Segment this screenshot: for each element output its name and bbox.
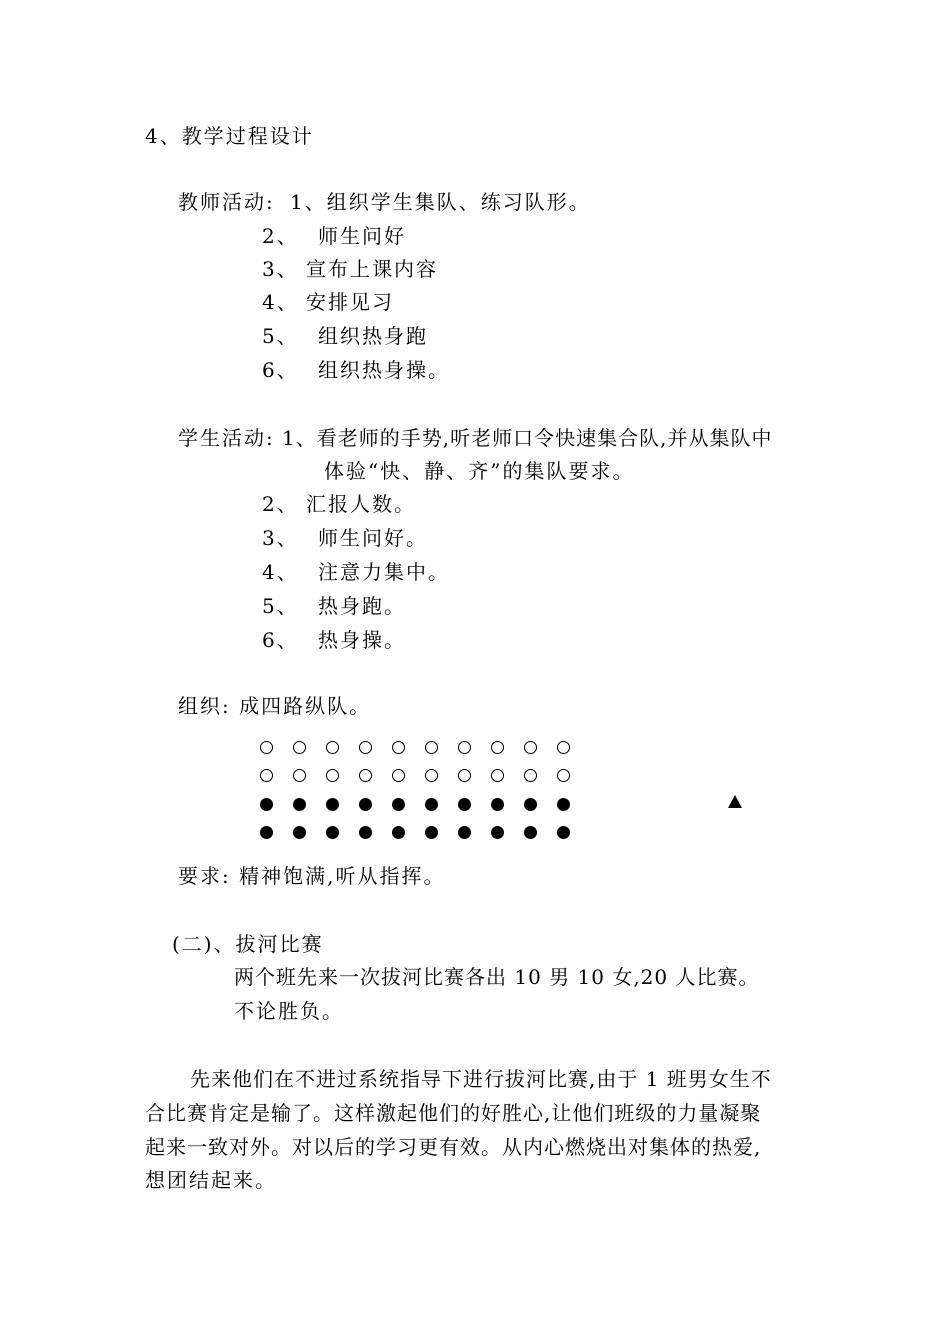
hollow-circle-icon [491, 741, 504, 754]
filled-circle-icon [359, 798, 372, 811]
paragraph-line-2: 合比赛肯定是输了。这样激起他们的好胜心,让他们班级的力量凝聚 [145, 1101, 762, 1125]
student-item-6-num: 6、 [262, 628, 299, 652]
tug-of-war-line-2: 不论胜负。 [234, 999, 344, 1023]
tug-of-war-line-1: 两个班先来一次拔河比赛各出 10 男 10 女,20 人比赛。 [234, 965, 760, 989]
teacher-item-1: 1、组织学生集队、练习队形。 [290, 190, 591, 214]
organization-text: 组织: 成四路纵队。 [178, 694, 372, 718]
hollow-circle-icon [392, 769, 405, 782]
filled-circle-icon [524, 798, 537, 811]
teacher-item-3-num: 3、 [262, 257, 299, 281]
hollow-circle-icon [326, 741, 339, 754]
formation-row [260, 762, 590, 791]
student-item-6: 热身操。 [318, 628, 406, 652]
hollow-circle-icon [392, 741, 405, 754]
hollow-circle-icon [458, 741, 471, 754]
filled-circle-icon [260, 798, 273, 811]
filled-circle-icon [524, 826, 537, 839]
filled-circle-icon [260, 826, 273, 839]
student-item-3-num: 3、 [262, 526, 299, 550]
filled-circle-icon [425, 798, 438, 811]
paragraph-line-4: 想团结起来。 [145, 1168, 277, 1192]
teacher-triangle-icon [728, 795, 742, 808]
filled-circle-icon [293, 826, 306, 839]
teacher-activity-label: 教师活动: [178, 190, 275, 214]
teacher-item-6: 组织热身操。 [318, 358, 450, 382]
formation-row [260, 733, 590, 762]
student-item-2: 汇报人数。 [306, 492, 416, 516]
hollow-circle-icon [425, 741, 438, 754]
filled-circle-icon [458, 798, 471, 811]
hollow-circle-icon [557, 769, 570, 782]
hollow-circle-icon [359, 741, 372, 754]
hollow-circle-icon [260, 769, 273, 782]
hollow-circle-icon [524, 769, 537, 782]
formation-diagram [260, 733, 590, 847]
filled-circle-icon [557, 798, 570, 811]
teacher-item-3: 宣布上课内容 [306, 257, 438, 281]
student-item-3: 师生问好。 [318, 526, 428, 550]
filled-circle-icon [557, 826, 570, 839]
teacher-item-2-num: 2、 [262, 224, 299, 248]
requirement-text: 要求: 精神饱满,听从指挥。 [178, 864, 446, 888]
filled-circle-icon [392, 798, 405, 811]
hollow-circle-icon [260, 741, 273, 754]
filled-circle-icon [326, 826, 339, 839]
student-item-1: 1、看老师的手势,听老师口令快速集合队,并从集队中 [282, 426, 773, 450]
filled-circle-icon [425, 826, 438, 839]
student-item-4: 注意力集中。 [318, 560, 450, 584]
filled-circle-icon [491, 798, 504, 811]
formation-row [260, 790, 590, 819]
hollow-circle-icon [524, 741, 537, 754]
filled-circle-icon [293, 798, 306, 811]
filled-circle-icon [491, 826, 504, 839]
teacher-item-2: 师生问好 [318, 224, 406, 248]
hollow-circle-icon [326, 769, 339, 782]
teacher-item-4-num: 4、 [262, 290, 299, 314]
student-item-1-cont: 体验“快、静、齐”的集队要求。 [324, 459, 635, 483]
hollow-circle-icon [293, 769, 306, 782]
teacher-item-4: 安排见习 [306, 290, 394, 314]
hollow-circle-icon [491, 769, 504, 782]
student-item-2-num: 2、 [262, 492, 299, 516]
filled-circle-icon [326, 798, 339, 811]
hollow-circle-icon [359, 769, 372, 782]
filled-circle-icon [392, 826, 405, 839]
hollow-circle-icon [458, 769, 471, 782]
teacher-item-5-num: 5、 [262, 324, 299, 348]
filled-circle-icon [359, 826, 372, 839]
hollow-circle-icon [557, 741, 570, 754]
teacher-item-5: 组织热身跑 [318, 324, 428, 348]
student-item-4-num: 4、 [262, 560, 299, 584]
hollow-circle-icon [425, 769, 438, 782]
formation-row [260, 819, 590, 848]
teacher-item-6-num: 6、 [262, 358, 299, 382]
student-activity-label: 学生活动: [178, 426, 275, 450]
student-item-5-num: 5、 [262, 594, 299, 618]
student-item-5: 热身跑。 [318, 594, 406, 618]
section-title: 4、教学过程设计 [145, 124, 314, 148]
paragraph-line-3: 起来一致对外。对以后的学习更有效。从内心燃烧出对集体的热爱, [145, 1135, 762, 1159]
filled-circle-icon [458, 826, 471, 839]
paragraph-line-1: 先来他们在不进过系统指导下进行拔河比赛,由于 1 班男女生不 [190, 1067, 772, 1091]
hollow-circle-icon [293, 741, 306, 754]
tug-of-war-heading: (二)、拔河比赛 [172, 932, 324, 956]
